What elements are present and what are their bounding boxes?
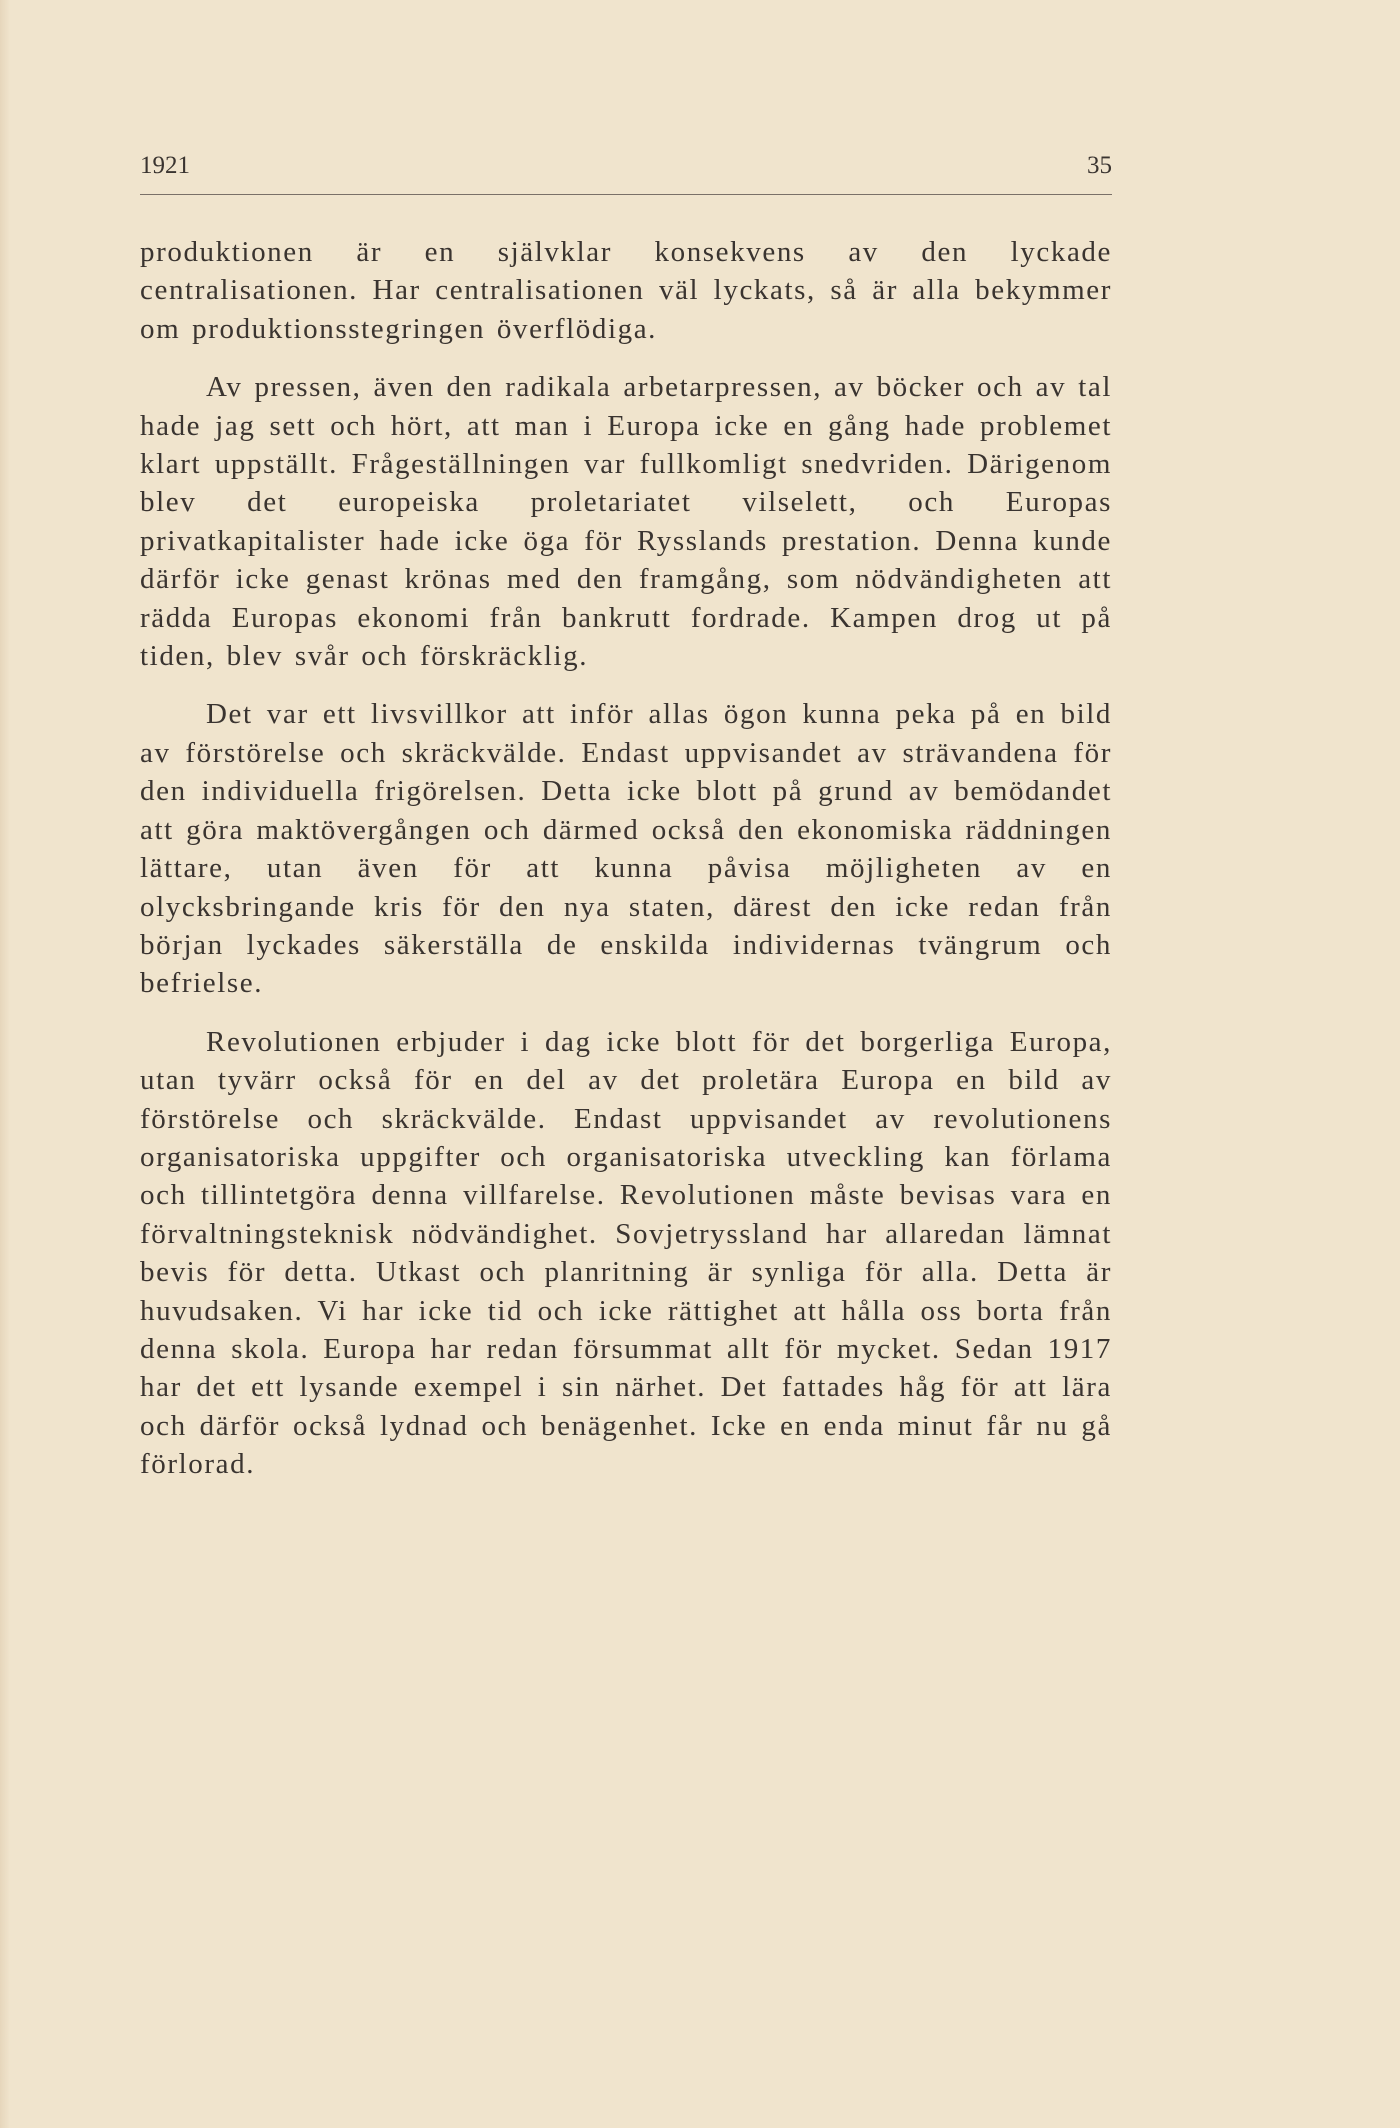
page-left-edge [0, 0, 10, 2128]
header-year: 1921 [140, 152, 190, 179]
paragraph-3: Det var ett livsvillkor att inför allas ögon kunna peka på en bild av förstörelse och skräckvälde. Endast uppvisandet av strävandena för den individuella frigörelsen. Detta icke blott på grund av bemödandet att göra maktövergången och därmed också den ekonomiska räddningen lättare, utan även för att kunna påvisa möjligheten av en olycksbringande kris för den nya staten, därest den icke redan från början lyckades säkerställa de enskilda individernas tvängrum och befrielse. [140, 698, 1112, 1000]
paragraph-4: Revolutionen erbjuder i dag icke blott för det borgerliga Europa, utan tyvärr också för en del av det proletära Europa en bild av förstörelse och skräckvälde. Endast uppvisandet av revolutionens organisatoriska uppgifter och organisatoriska utveckling kan förlama och tillintetgöra denna villfarelse. Revolutionen måste bevisas vara en förvaltningsteknisk nödvändighet. Sovjetryssland har allaredan lämnat bevis för detta. Utkast och planritning är synliga för alla. Detta är huvudsaken. Vi har icke tid och icke rättighet att hålla oss borta från denna skola. Europa har redan försummat allt för mycket. Sedan 1917 har det ett lysande exempel i sin närhet. Det fattades håg för att lära och därför också lydnad och benägenhet. Icke en enda minut får nu gå förlorad. [140, 1025, 1112, 1481]
paragraph-1: produktionen är en självklar konsekvens av den lyckade centralisationen. Har centralisationen väl lyckats, så är alla bekymmer om produktionsstegringen överflödiga. [140, 236, 1112, 345]
paragraph-2: Av pressen, även den radikala arbetarpressen, av böcker och av tal hade jag sett och hört, att man i Europa icke en gång hade problemet klart uppställt. Frågeställningen var fullkomligt snedvriden. Därigenom blev det europeiska proletariatet vilselett, och Europas privatkapitalister hade icke öga för Rysslands prestation. Denna kunde därför icke genast krönas med den framgång, som nödvändigheten att rädda Europas ekonomi från bankrutt fordrade. Kampen drog ut på tiden, blev svår och förskräcklig. [140, 371, 1112, 673]
page-number: 35 [1087, 152, 1112, 179]
running-header [140, 152, 1112, 192]
body-text [140, 233, 1112, 1504]
header-rule [140, 194, 1112, 195]
